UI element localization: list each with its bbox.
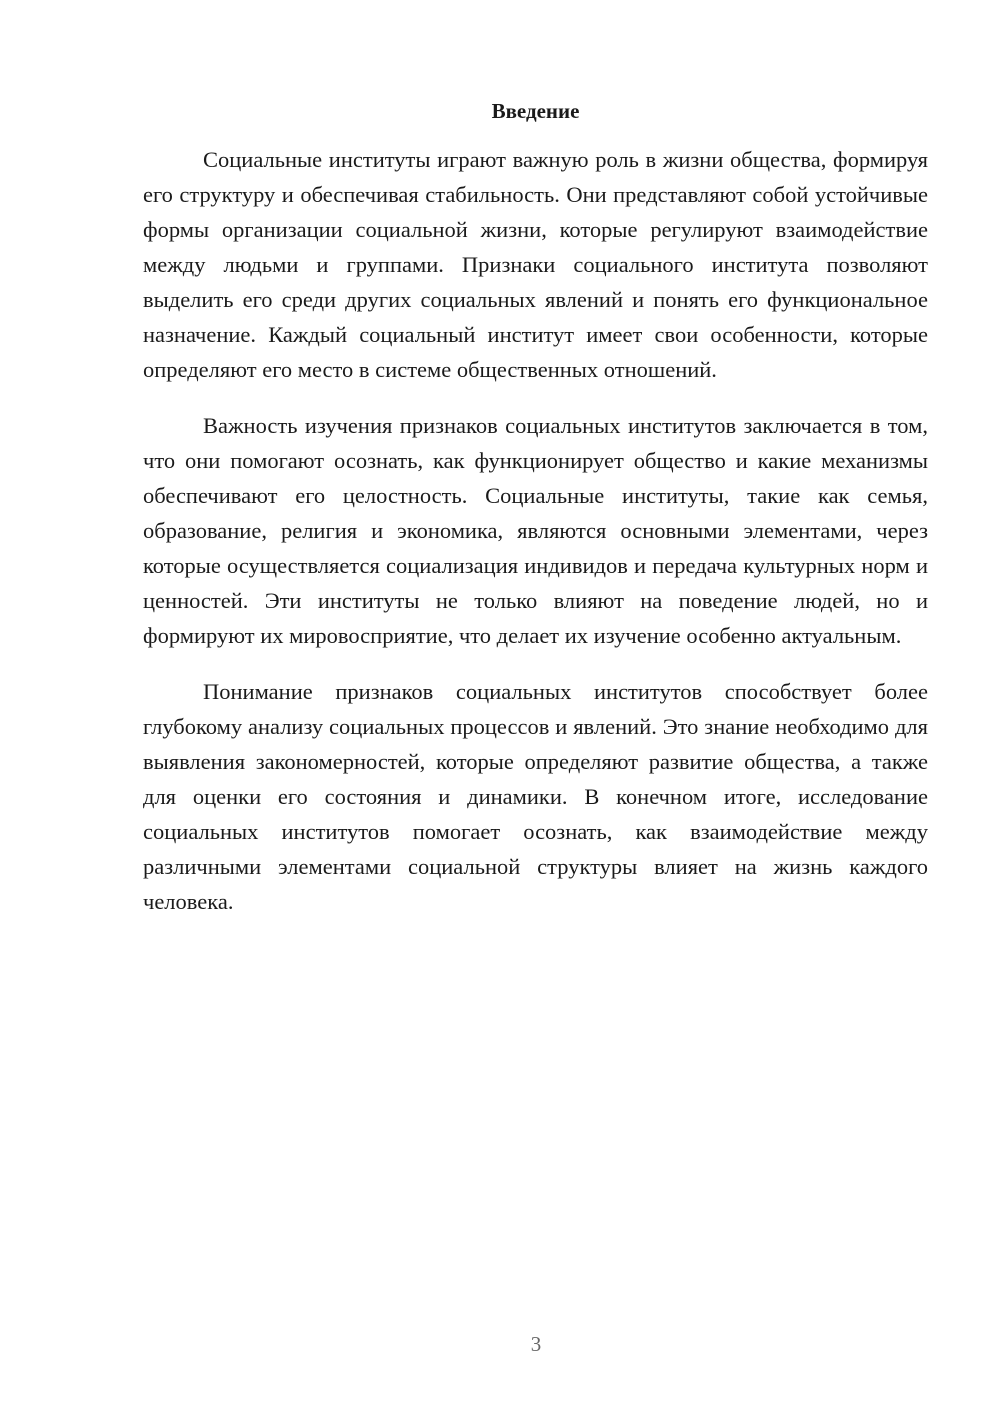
paragraph-1: Социальные институты играют важную роль в жизни общества, формируя его структуру и обеспечивая стабильность. Они представляют собой устойчивые формы организации социальной жизни, которые регулируют взаимодействие между людьми и группами. Признаки социального института позволяют выделить его среди других социальных явлений и понять его функциональное назначение. Каждый социальный институт имеет свои особенности, которые определяют его место в системе общественных отношений.	[143, 147, 928, 382]
page-body	[143, 96, 928, 940]
paragraph-2: Важность изучения признаков социальных институтов заключается в том, что они помогают осознать, как функционирует общество и какие механизмы обеспечивают его целостность. Социальные институты, такие как семья, образование, религия и экономика, являются основными элементами, через которые осуществляется социализация индивидов и передача культурных норм и ценностей. Эти институты не только влияют на поведение людей, но и формируют их мировосприятие, что делает их изучение особенно актуальным.	[143, 413, 928, 648]
page-number: 3	[530, 1332, 542, 1356]
section-title: Введение	[491, 99, 580, 123]
paragraph-3: Понимание признаков социальных институтов способствует более глубокому анализу социальных процессов и явлений. Это знание необходимо для выявления закономерностей, которые определяют развитие общества, а также для оценки его состояния и динамики. В конечном итоге, исследование социальных институтов помогает осознать, как взаимодействие между различными элементами социальной структуры влияет на жизнь каждого человека.	[143, 679, 928, 914]
